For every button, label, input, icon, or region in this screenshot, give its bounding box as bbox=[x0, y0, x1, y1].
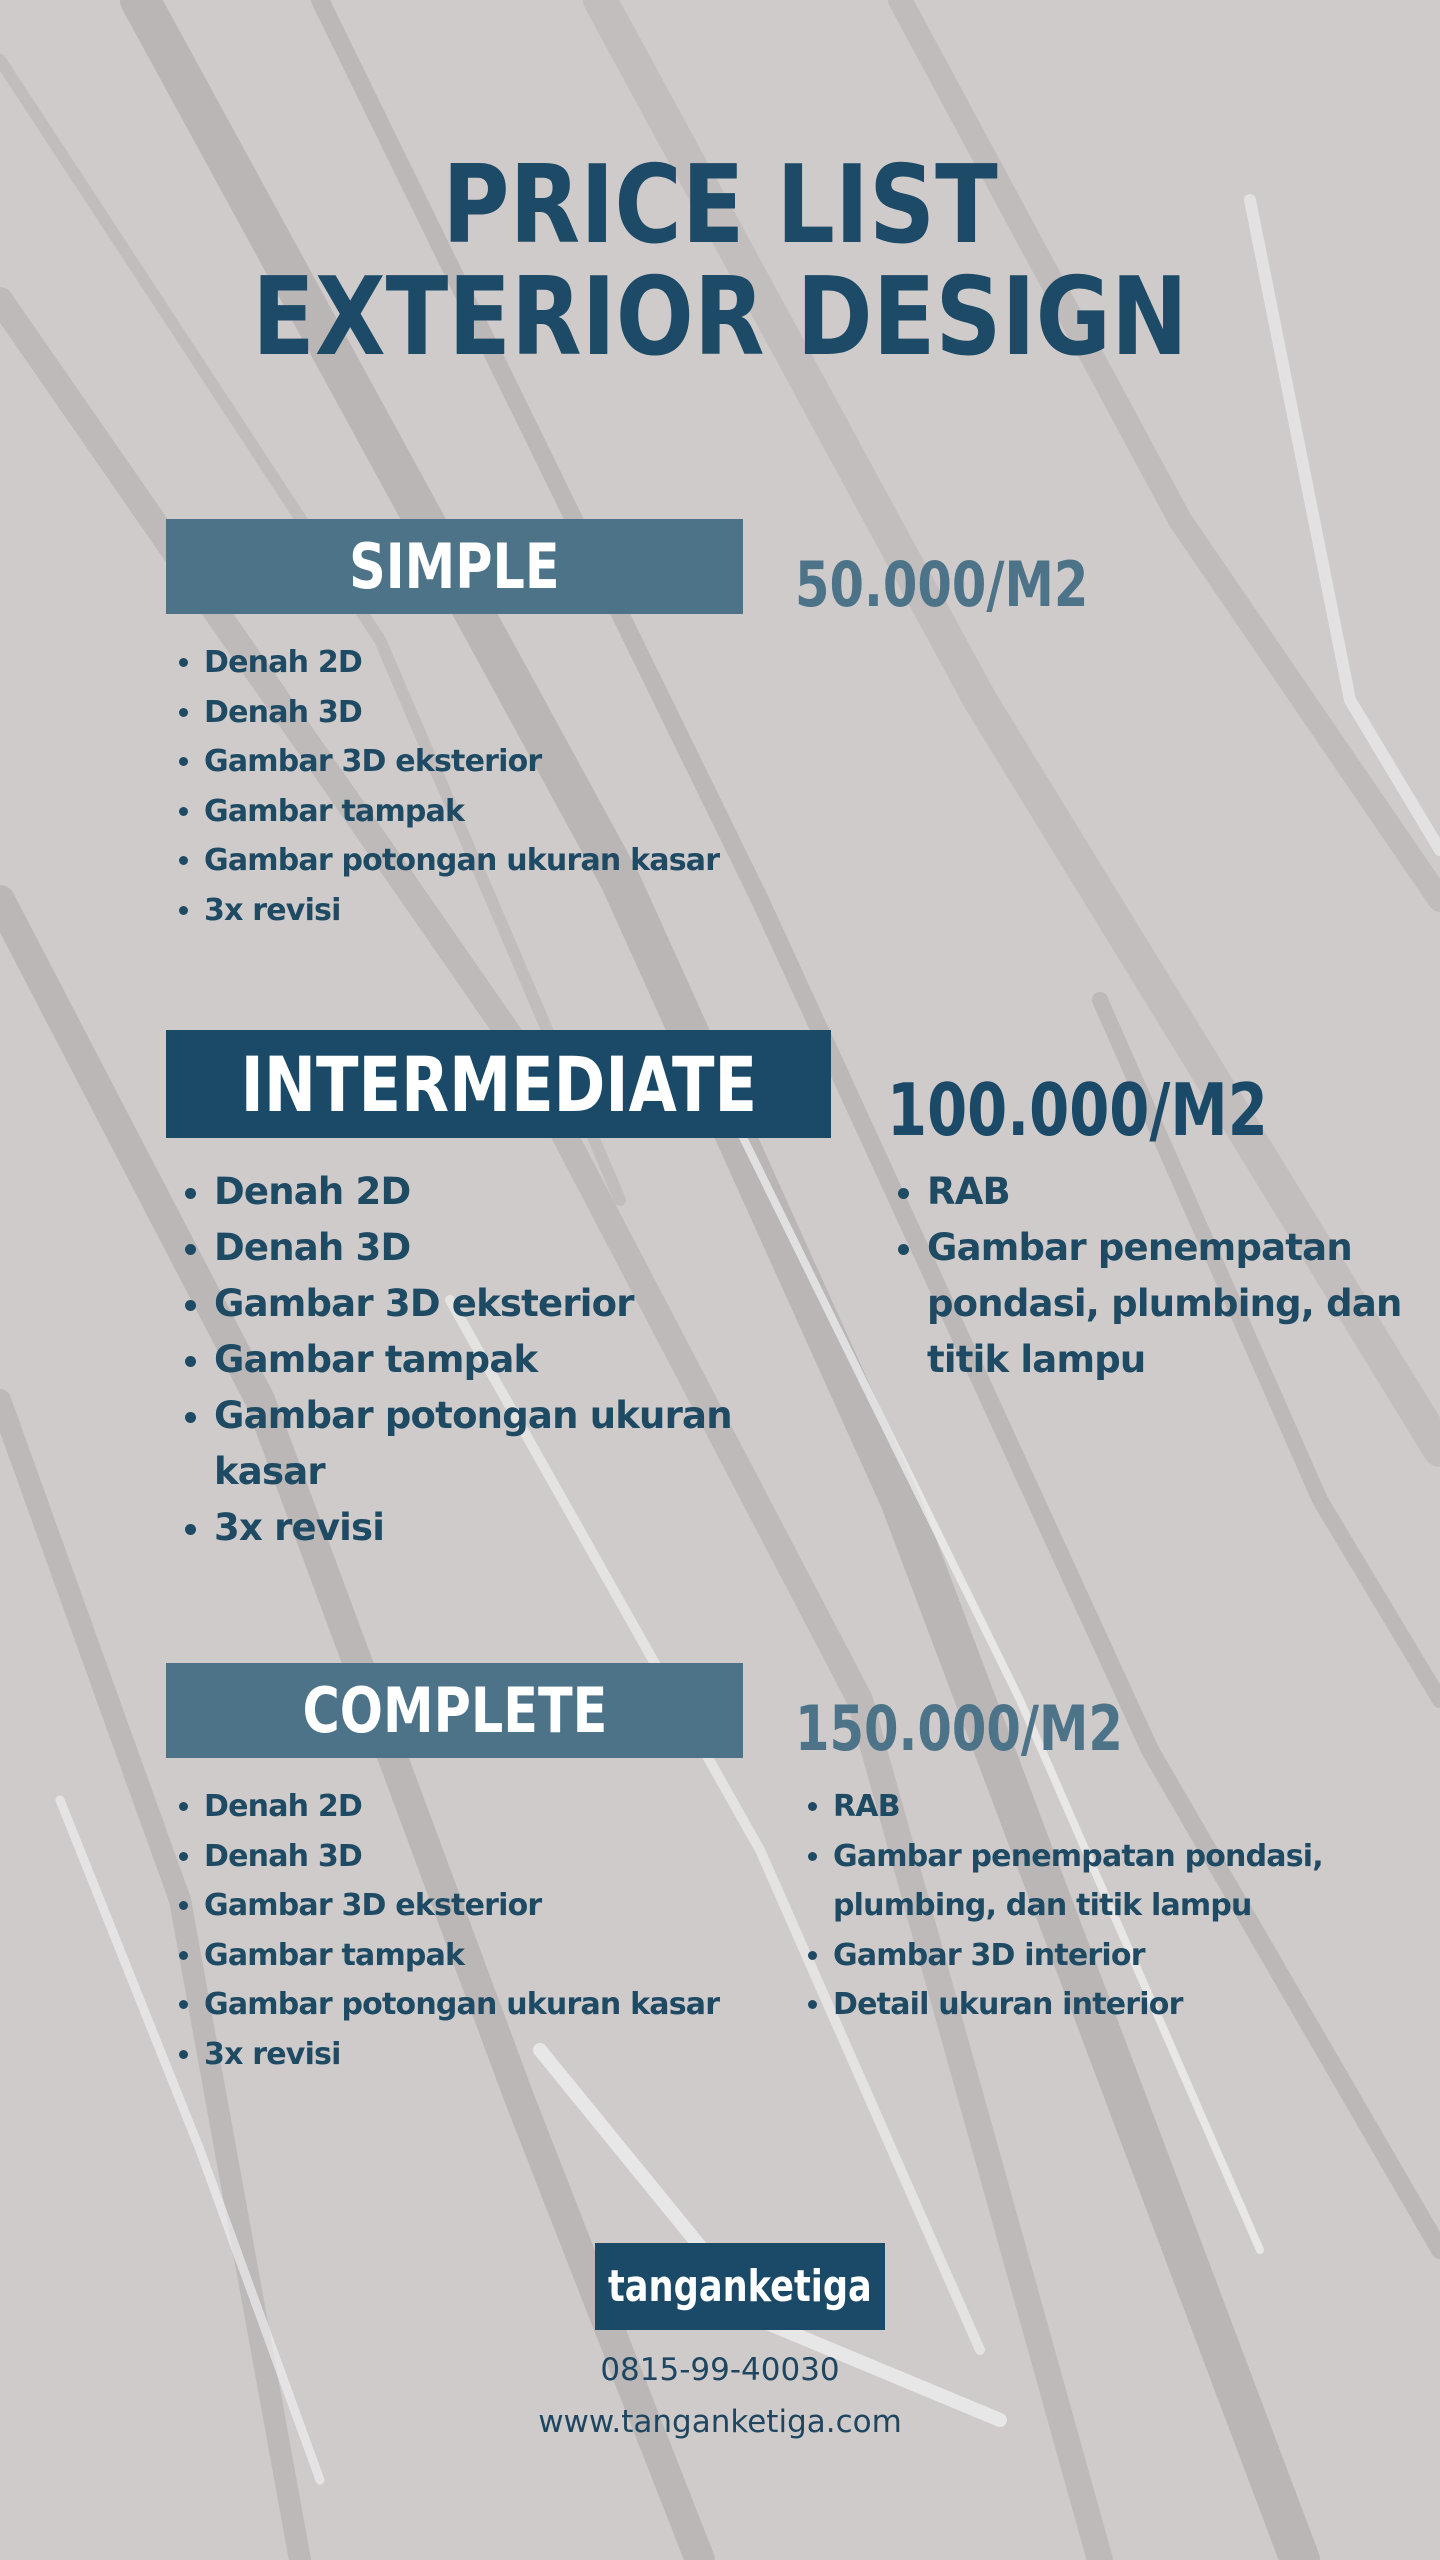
list-item: • Gambar tampak bbox=[204, 1931, 719, 1981]
list-item: • Gambar potongan ukuran kasar bbox=[214, 1388, 774, 1500]
package-complete-features bbox=[166, 1782, 719, 2079]
contact-website[interactable]: www.tanganketiga.com bbox=[538, 2404, 902, 2440]
list-item: • Gambar tampak bbox=[214, 1332, 774, 1388]
package-intermediate-price: 100.000/M2 bbox=[887, 1068, 1268, 1152]
list-item: • RAB bbox=[927, 1164, 1440, 1220]
list-item: • Gambar penempatan pondasi, plumbing, dan titik lampu bbox=[833, 1832, 1393, 1931]
package-simple-features bbox=[166, 638, 719, 935]
list-item: • RAB bbox=[833, 1782, 1393, 1832]
list-item: • Denah 3D bbox=[204, 688, 719, 738]
package-complete-extras bbox=[795, 1782, 1393, 2030]
list-item: • Gambar 3D eksterior bbox=[204, 1881, 719, 1931]
package-complete-banner bbox=[166, 1663, 743, 1758]
package-complete-name: COMPLETE bbox=[302, 1674, 607, 1747]
title-line-2: EXTERIOR DESIGN bbox=[252, 255, 1188, 380]
package-intermediate-name: INTERMEDIATE bbox=[240, 1039, 757, 1129]
list-item: • Gambar potongan ukuran kasar bbox=[204, 1980, 719, 2030]
page-title bbox=[108, 143, 1332, 380]
list-item: • 3x revisi bbox=[204, 886, 719, 936]
package-intermediate-extras bbox=[883, 1164, 1440, 1388]
contact-phone: 0815-99-40030 bbox=[600, 2352, 840, 2388]
title-line-1: PRICE LIST bbox=[442, 143, 998, 268]
package-intermediate-banner bbox=[166, 1030, 831, 1138]
list-item: • 3x revisi bbox=[214, 1500, 774, 1556]
list-item: • Denah 3D bbox=[214, 1220, 774, 1276]
package-complete-price: 150.000/M2 bbox=[795, 1692, 1123, 1765]
list-item: • Denah 2D bbox=[204, 638, 719, 688]
brand-logo bbox=[595, 2243, 885, 2330]
package-simple-name: SIMPLE bbox=[349, 530, 560, 603]
list-item: • Gambar tampak bbox=[204, 787, 719, 837]
list-item: • Gambar 3D eksterior bbox=[214, 1276, 774, 1332]
brand-name: tanganketiga bbox=[608, 2261, 872, 2312]
package-simple-price: 50.000/M2 bbox=[795, 548, 1089, 621]
list-item: • Gambar 3D eksterior bbox=[204, 737, 719, 787]
list-item: • Denah 3D bbox=[204, 1832, 719, 1882]
list-item: • Gambar potongan ukuran kasar bbox=[204, 836, 719, 886]
list-item: • Denah 2D bbox=[214, 1164, 774, 1220]
list-item: • Gambar penempatan pondasi, plumbing, dan titik lampu bbox=[927, 1220, 1440, 1388]
list-item: • Gambar 3D interior bbox=[833, 1931, 1393, 1981]
package-simple-banner bbox=[166, 519, 743, 614]
list-item: • Detail ukuran interior bbox=[833, 1980, 1393, 2030]
list-item: • Denah 2D bbox=[204, 1782, 719, 1832]
list-item: • 3x revisi bbox=[204, 2030, 719, 2080]
package-intermediate-features bbox=[170, 1164, 774, 1556]
